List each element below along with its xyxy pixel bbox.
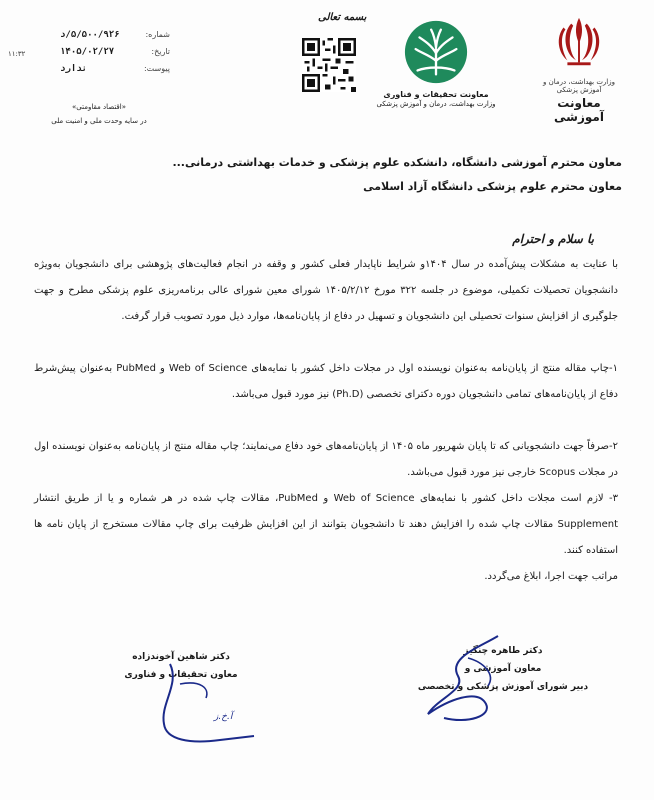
qr-code-icon[interactable] (302, 38, 356, 92)
ministry-header (534, 14, 624, 124)
signature-right (408, 642, 598, 696)
meta-label: تاریخ: (151, 47, 170, 56)
handwritten-note: آ.خ.ز (214, 712, 233, 722)
iran-emblem-icon (550, 14, 608, 72)
letter-attachment: ندارد (60, 63, 88, 74)
signature-left (116, 648, 246, 684)
recipient-line: معاون محترم آموزشی دانشگاه، دانشکده علوم پزشکی و خدمات بهداشتی درمانی... (172, 156, 622, 169)
signatory-title: معاون تحقیقات و فناوری (124, 670, 238, 680)
letter-meta (60, 26, 170, 77)
letter-date: ۱۴۰۵/۰۲/۲۷ (60, 46, 115, 57)
signatory-title: معاون آموزشی و (464, 664, 542, 674)
letter-number: ۵/۵۰۰/۹۲۶/د (60, 29, 120, 40)
motto-title: «اقتصاد مقاومتی» (71, 103, 126, 111)
logo-subtitle: وزارت بهداشت، درمان و آموزش پزشکی (376, 100, 496, 108)
signatory-name: دکتر شاهین آخوندزاده (132, 652, 230, 662)
meta-label: شماره: (145, 30, 170, 39)
letter-number-row (60, 26, 170, 43)
signatory-title: دبیر شورای آموزش پزشکی و تخصصی (417, 682, 589, 692)
logo-title: معاونت تحقیقات و فناوری (383, 90, 489, 99)
letter-attachment-row (60, 60, 170, 77)
ministry-name: وزارت بهداشت، درمان و آموزش پزشکی (542, 78, 616, 94)
department-title: معاونت آموزشی (554, 96, 604, 124)
closing-line: مراتب جهت اجرا، ابلاغ می‌گردد. (484, 571, 618, 582)
side-code: ۱۱:۳۲ (8, 50, 26, 58)
motto-subtitle: در سایه وحدت ملی و امنیت ملی (51, 117, 147, 125)
salutation: با سلام و احترام (512, 232, 594, 246)
basmala: بسمه تعالی (318, 12, 367, 23)
tree-logo-icon (402, 18, 470, 86)
research-deputy-logo (376, 18, 496, 108)
body-paragraph-intro: با عنایت به مشکلات پیش‌آمده در سال ۱۴۰۴و شرایط ناپایدار فعلی کشور و وقفه در انجام فعالیت‌های پژوهشی برای دانشجویان به‌ویژه دانشجویان تحصیلات تکمیلی، موضوع در جلسه ۳۲۲ مورخ ۱۴۰۵/۲/۱۲ شورای معین شورای عالی برنامه‌ریزی علوم پزشکی مطرح و جهت جلوگیری از افزایش سنوات تحصیلی این دانشجویان و تسهیل در دفاع از پایان‌نامه‌ها، موارد ذیل مورد تصویب قرار گرفت. (34, 259, 619, 322)
annual-motto (44, 100, 154, 128)
signatory-name: دکتر طاهره چنگیز (463, 646, 543, 656)
body-item-1: ۱-چاپ مقاله منتج از پایان‌نامه به‌عنوان نویسنده اول در مجلات داخل کشور با نمایه‌های Web of Science و PubMed به‌عنوان پیش‌شرط دفاع از پایان‌نامه‌های تمامی دانشجویان دوره دکترای تخصصی (Ph.D) نیز مورد قبول می‌باشد. (34, 363, 619, 400)
body-item-3: ۳- لازم است مجلات داخل کشور با نمایه‌های Web of Science و PubMed، مقالات چاپ شده در هر شماره و یا از طریق انتشار Supplement مقالات چاپ شده را افزایش دهند تا دانشجویان بتوانند از این افزایش ظرفیت برای چاپ مقالات مستخرج از پایان نامه ها استفاده کنند. (34, 493, 619, 556)
body-item-2: ۲-صرفاً جهت دانشجویانی که تا پایان شهریور ماه ۱۴۰۵ از پایان‌نامه‌های خود دفاع می‌نمایند؛ چاپ مقاله منتج از پایان‌نامه به‌عنوان نویسنده اول در مجلات Scopus خارجی نیز مورد قبول می‌باشد. (34, 441, 618, 478)
letter-date-row (60, 43, 170, 60)
meta-label: پیوست: (143, 64, 170, 73)
recipient-line: معاون محترم علوم پزشکی دانشگاه آزاد اسلامی (363, 180, 622, 193)
